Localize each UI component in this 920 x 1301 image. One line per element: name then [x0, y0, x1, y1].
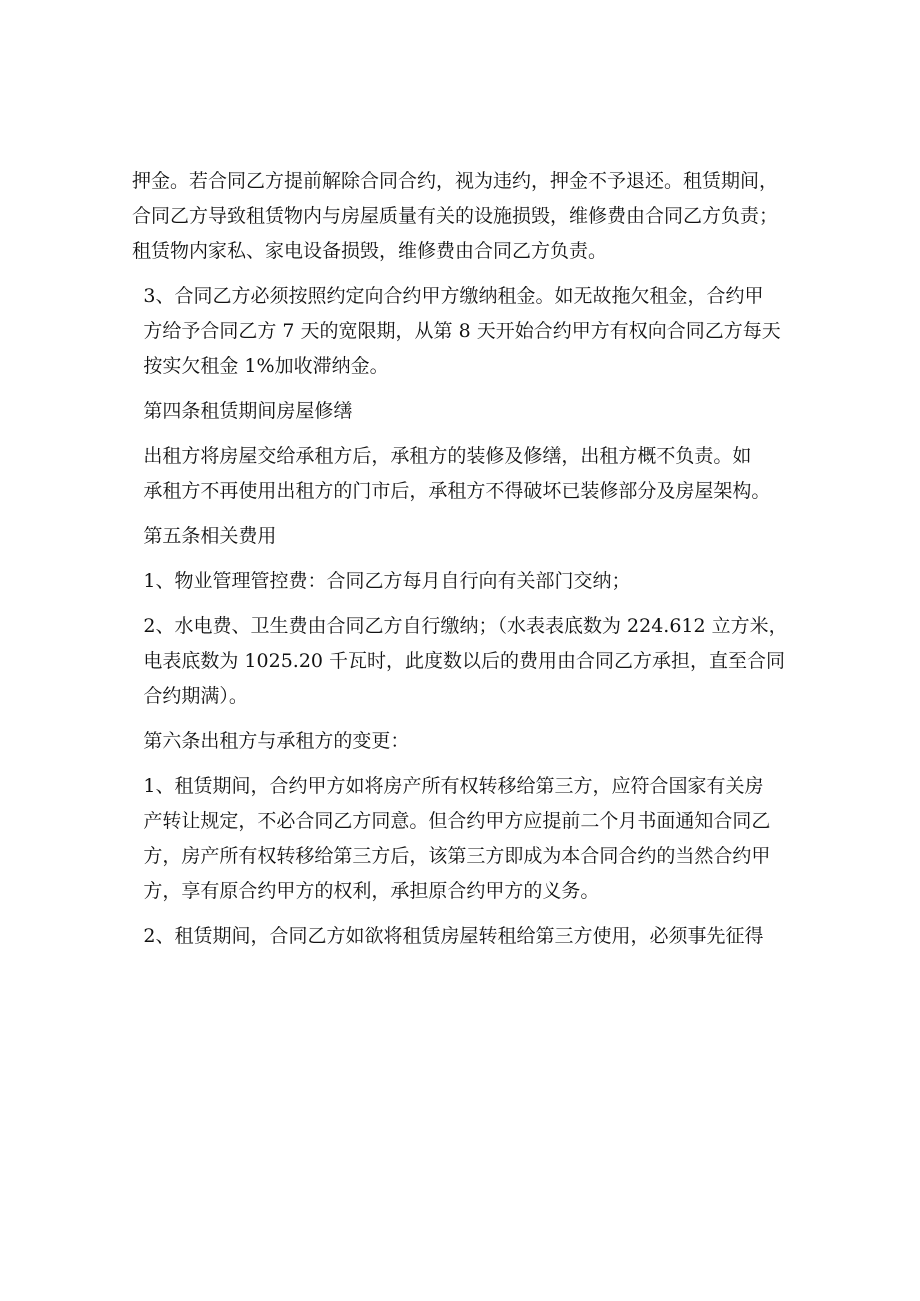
document-paragraph	[132, 394, 822, 429]
document-paragraph	[132, 564, 822, 599]
paragraph-line: 租赁物内家私、家电设备损毁，维修费由合同乙方负责。	[132, 240, 608, 262]
paragraph-line: 3、合同乙方必须按照约定向合约甲方缴纳租金。如无故拖欠租金，合约甲	[143, 285, 764, 307]
paragraph-line: 按实欠租金 1%加收滞纳金。	[143, 355, 389, 377]
paragraph-line: 承租方不再使用出租方的门市后，承租方不得破坏已装修部分及房屋架构。	[143, 480, 771, 502]
paragraph-line: 押金。若合同乙方提前解除合同合约，视为违约，押金不予退还。租赁期间，	[132, 170, 779, 192]
paragraph-line: 第六条出租方与承租方的变更：	[143, 730, 410, 752]
paragraph-line: 第四条租赁期间房屋修缮	[143, 400, 353, 422]
paragraph-line: 合同乙方导致租赁物内与房屋质量有关的设施损毁，维修费由合同乙方负责；	[132, 205, 779, 227]
paragraph-line: 产转让规定，不必合同乙方同意。但合约甲方应提前二个月书面通知合同乙	[143, 810, 771, 832]
document-paragraph	[132, 724, 822, 759]
document-paragraph	[132, 919, 822, 954]
document-paragraph	[132, 439, 822, 509]
document-paragraph	[132, 609, 822, 714]
paragraph-line: 第五条相关费用	[143, 525, 277, 547]
document-paragraph	[132, 769, 822, 909]
paragraph-line: 方，享有原合约甲方的权利，承担原合约甲方的义务。	[143, 880, 600, 902]
paragraph-line: 出租方将房屋交给承租方后，承租方的装修及修缮，出租方概不负责。如	[143, 445, 752, 467]
paragraph-line: 2、水电费、卫生费由合同乙方自行缴纳；（水表表底数为 224.612 立方米，	[143, 615, 788, 637]
document-paragraph	[132, 164, 822, 269]
paragraph-line: 1、物业管理管控费：合同乙方每月自行向有关部门交纳；	[143, 570, 631, 592]
paragraph-line: 合约期满）。	[143, 685, 248, 707]
document-paragraph	[132, 519, 822, 554]
paragraph-line: 1、租赁期间，合约甲方如将房产所有权转移给第三方，应符合国家有关房	[143, 775, 764, 797]
paragraph-line: 电表底数为 1025.20 千瓦时，此度数以后的费用由合同乙方承担，直至合同	[143, 650, 786, 672]
paragraph-line: 方给予合同乙方 7 天的宽限期，从第 8 天开始合约甲方有权向合同乙方每天	[143, 320, 781, 342]
document-paragraph	[132, 279, 822, 384]
paragraph-line: 2、租赁期间，合同乙方如欲将租赁房屋转租给第三方使用，必须事先征得	[143, 925, 764, 947]
paragraph-line: 方，房产所有权转移给第三方后，该第三方即成为本合同合约的当然合约甲	[143, 845, 771, 867]
document-body	[132, 164, 822, 964]
